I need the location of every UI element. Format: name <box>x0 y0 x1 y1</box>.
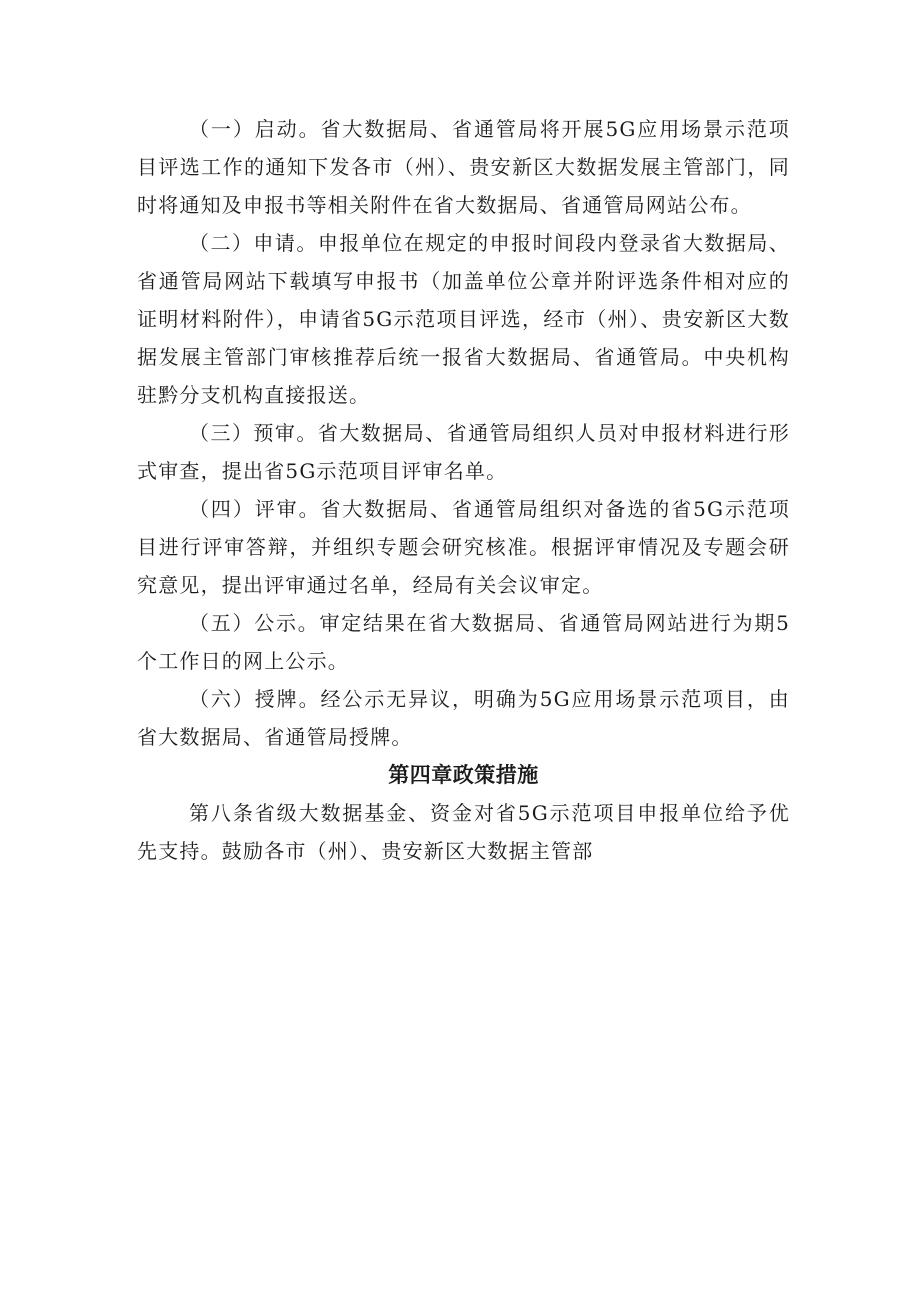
paragraph-review: （四）评审。省大数据局、省通管局组织对备选的省5G示范项目进行评审答辩，并组织专题会研究核准。根据评审情况及专题会研究意见，提出评审通过名单，经局有关会议审定。 <box>137 497 790 597</box>
paragraph-award: （六）授牌。经公示无异议，明确为5G应用场景示范项目，由省大数据局、省通管局授牌。 <box>137 687 790 749</box>
chapter-heading: 第四章政策措施 <box>388 763 539 787</box>
paragraph-article-eight: 第八条省级大数据基金、资金对省5G示范项目申报单位给予优先支持。鼓励各市（州）、贵安新区大数据主管部 <box>137 801 790 863</box>
paragraph-startup: （一）启动。省大数据局、省通管局将开展5G应用场景示范项目评选工作的通知下发各市（州）、贵安新区大数据发展主管部门，同时将通知及申报书等相关附件在省大数据局、省通管局网站公布。 <box>137 117 790 217</box>
paragraph-application: （二）申请。申报单位在规定的申报时间段内登录省大数据局、省通管局网站下载填写申报书（加盖单位公章并附评选条件相对应的证明材料附件），申请省5G示范项目评选，经市（州）、贵安新区大数据发展主管部门审核推荐后统一报省大数据局、省通管局。中央机构驻黔分支机构直接报送。 <box>137 231 790 407</box>
paragraph-preliminary-review: （三）预审。省大数据局、省通管局组织人员对申报材料进行形式审查，提出省5G示范项目评审名单。 <box>137 421 790 483</box>
document-body <box>137 110 790 870</box>
paragraph-publicity: （五）公示。审定结果在省大数据局、省通管局网站进行为期5个工作日的网上公示。 <box>137 611 790 673</box>
